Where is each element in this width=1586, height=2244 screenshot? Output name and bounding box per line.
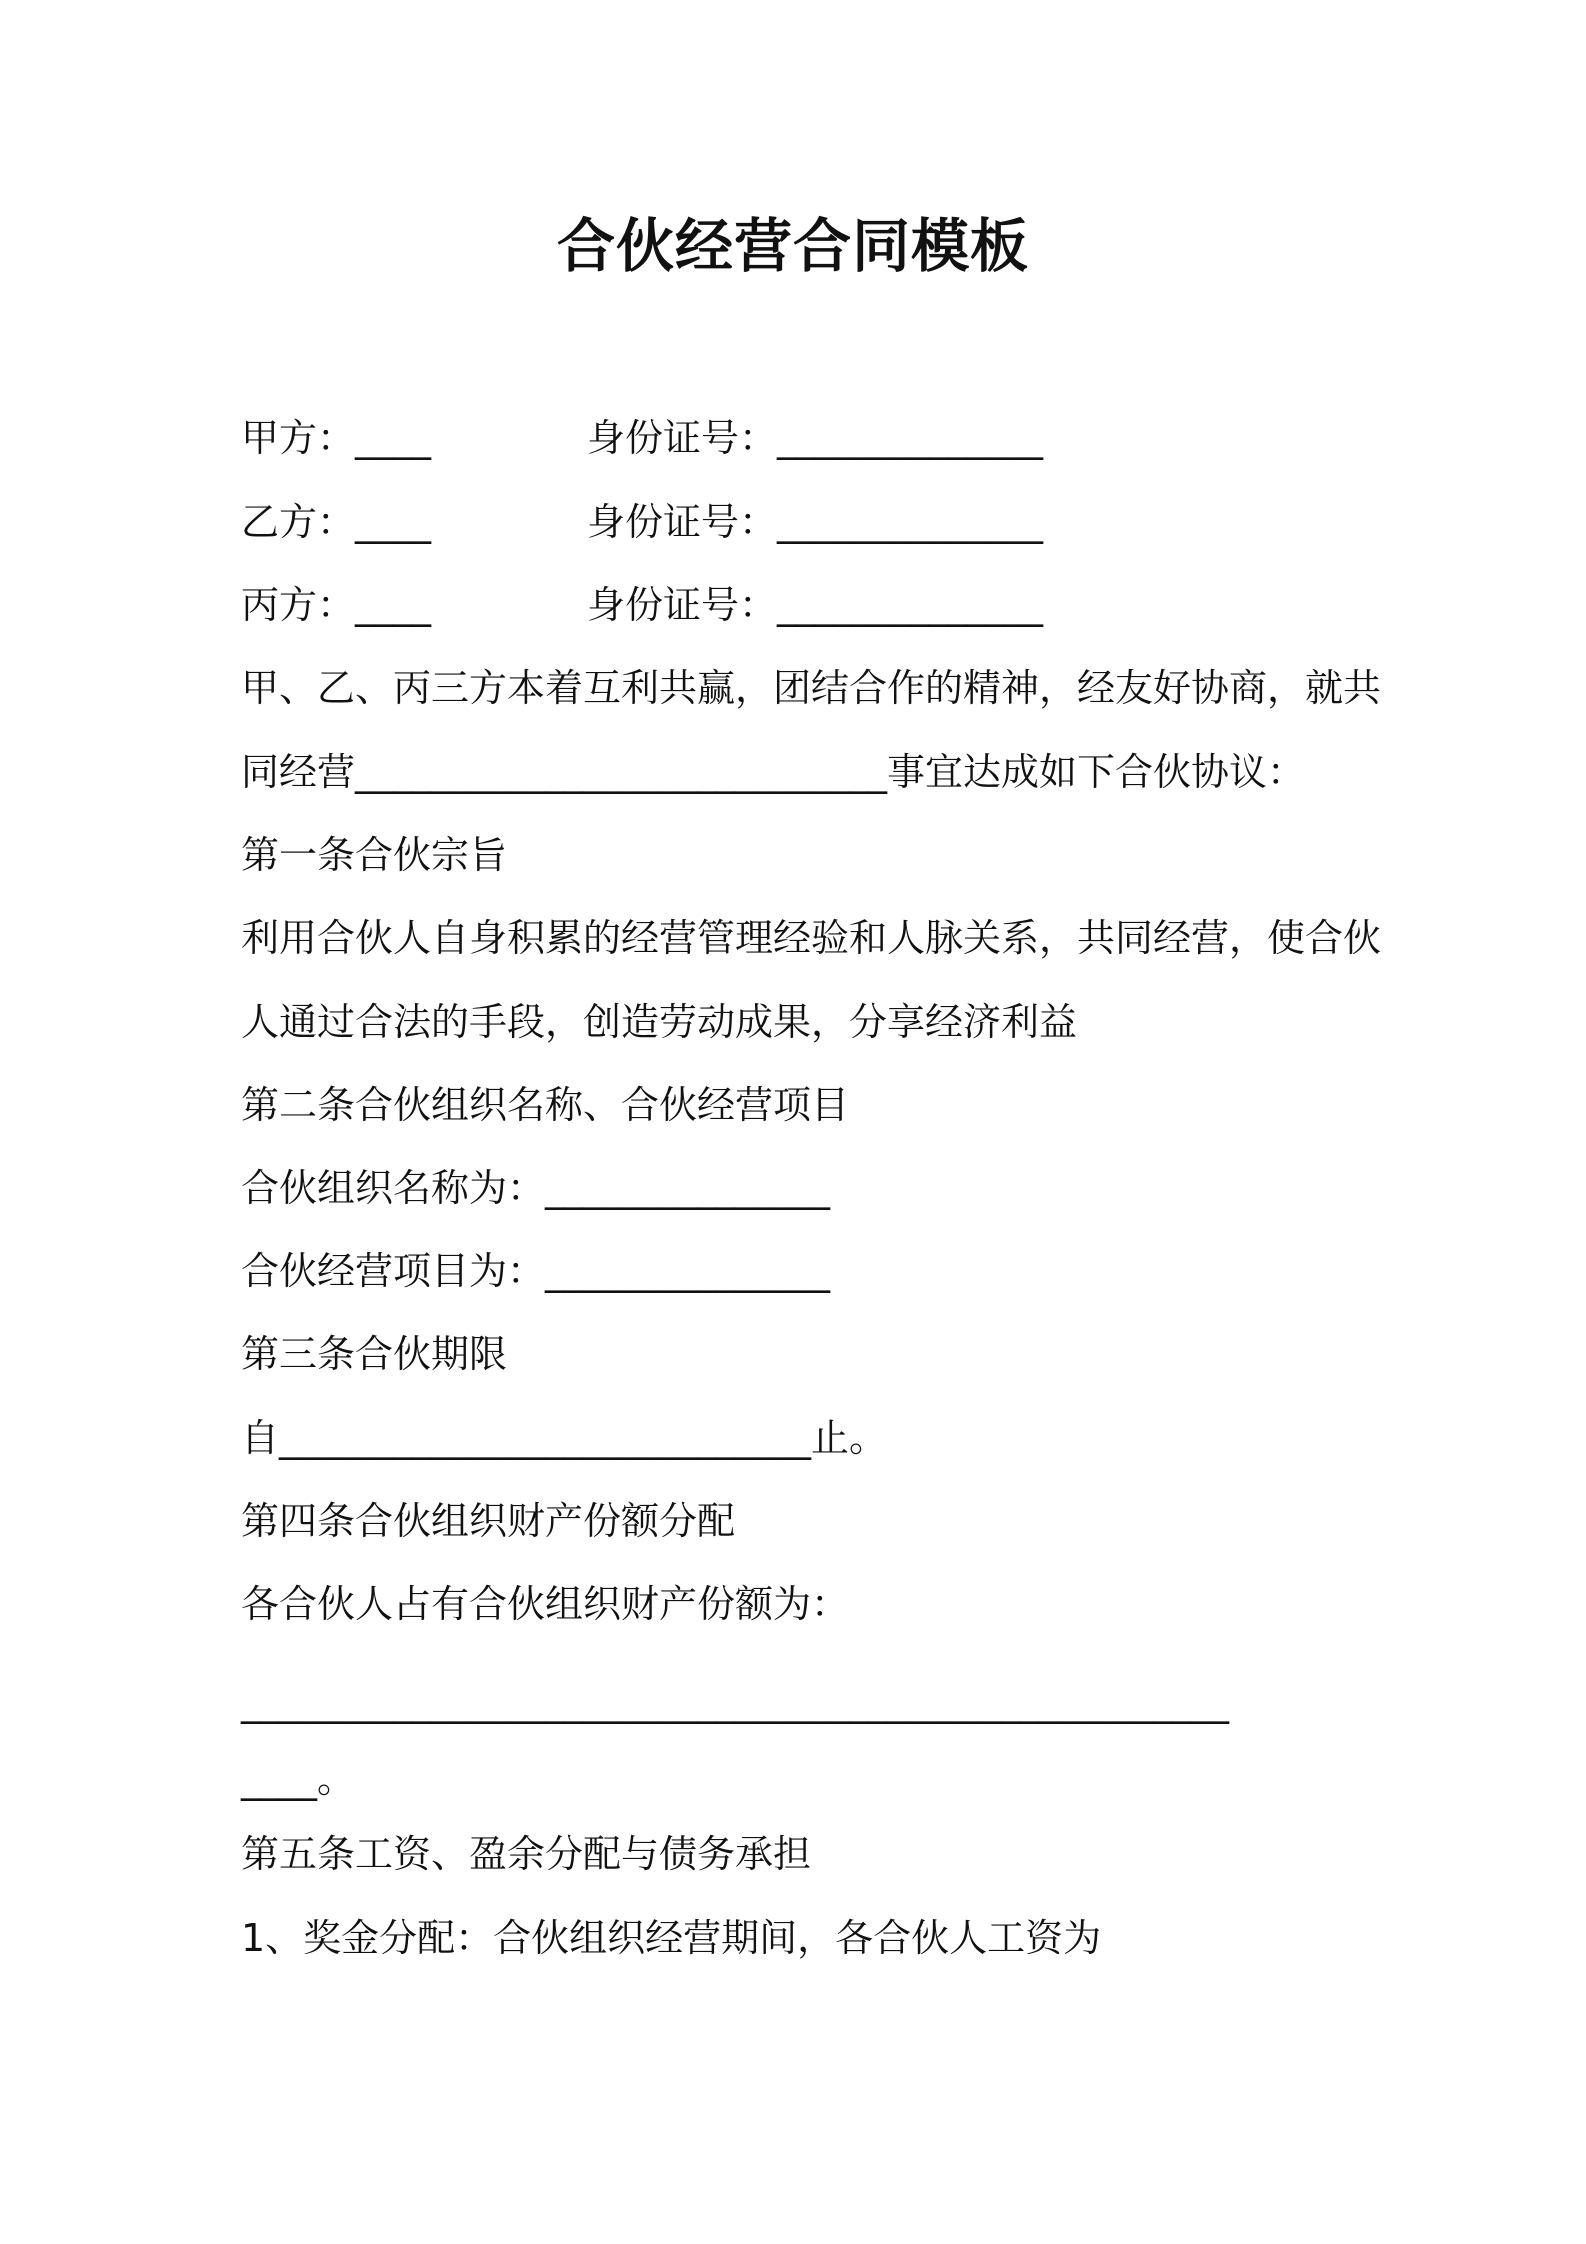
article-3-term-field: 自____________________________止。	[241, 1416, 888, 1460]
article-2-heading: 第二条合伙组织名称、合伙经营项目	[241, 1083, 850, 1127]
party-c-label: 丙方：____	[241, 583, 432, 627]
article-1-heading: 第一条合伙宗旨	[241, 833, 508, 877]
article-4-blank-line: ____________________________________________________	[241, 1680, 1229, 1724]
article-4-line-1: 各合伙人占有合伙组织财产份额为：	[241, 1582, 850, 1626]
party-row-c	[241, 579, 1043, 631]
party-c-id-label: 身份证号：______________	[587, 583, 1044, 627]
article-5-item-1: 1、奖金分配：合伙组织经营期间，各合伙人工资为	[241, 1916, 1102, 1960]
party-row-b	[241, 496, 1043, 548]
article-5-heading: 第五条工资、盈余分配与债务承担	[241, 1832, 812, 1876]
party-b-id-label: 身份证号：______________	[587, 500, 1044, 544]
article-1-line-1: 利用合伙人自身积累的经营管理经验和人脉关系，共同经营，使合伙	[241, 916, 1382, 960]
party-b-label: 乙方：____	[241, 500, 432, 544]
party-row-a	[241, 412, 1043, 464]
intro-line-2: 同经营____________________________事宜达成如下合伙协议：	[241, 750, 1306, 794]
document-title: 合伙经营合同模板	[556, 212, 1029, 280]
intro-line-1: 甲、乙、丙三方本着互利共赢，团结合作的精神，经友好协商，就共	[241, 666, 1382, 710]
article-4-heading: 第四条合伙组织财产份额分配	[241, 1499, 736, 1543]
article-1-line-2: 人通过合法的手段，创造劳动成果，分享经济利益	[241, 1000, 1078, 1044]
article-2-project-field: 合伙经营项目为：_______________	[241, 1249, 831, 1293]
party-a-id-label: 身份证号：______________	[587, 416, 1044, 460]
article-2-name-field: 合伙组织名称为：_______________	[241, 1166, 831, 1210]
article-3-heading: 第三条合伙期限	[241, 1332, 508, 1376]
article-4-blank-end: ____。	[241, 1757, 356, 1801]
party-a-label: 甲方：____	[241, 416, 432, 460]
